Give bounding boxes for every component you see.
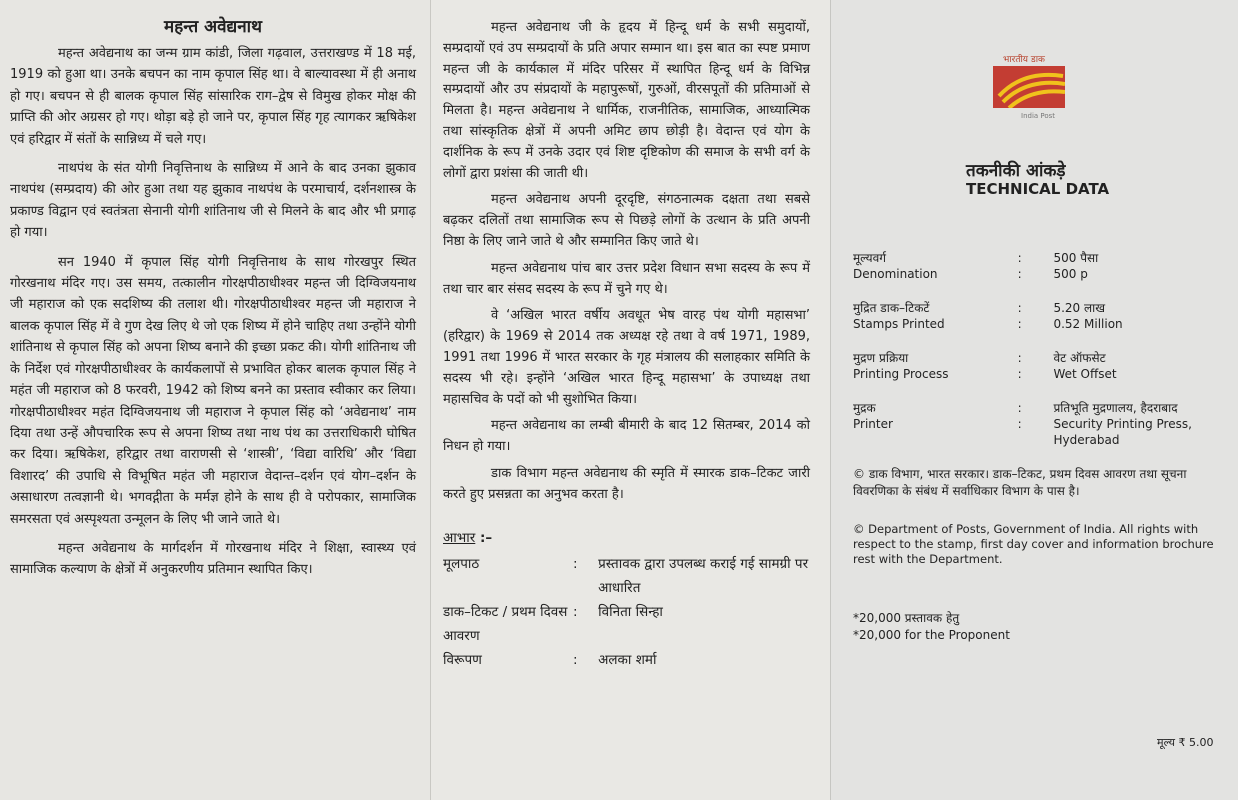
technical-data-heading-english: TECHNICAL DATA [966, 180, 1110, 198]
acknowledgement-row [443, 552, 810, 600]
ack-value: अलका शर्मा [598, 651, 657, 668]
spec-denomination [853, 250, 1223, 282]
paragraph: वे ‘अखिल भारत वर्षीय अवधूत भेष वारह पंथ योगी महासभा’ (हरिद्वार) के 1969 से 2014 तक अध्यक्ष रहे तथा वे वर्ष 1971, 1989, 1991 तथा 1996 में भारत सरकार के गृह मंत्रालय की सलाहकार समिति के सदस्य भी रहे। इन्होंने ‘अखिल भारत हिन्दू महासभा’ के उपाध्यक्ष तथा महासचिव के पदों को भी सुशोभित किया। [443, 308, 810, 407]
spec-printer [853, 400, 1223, 448]
spec-label-english: Denomination [853, 267, 938, 281]
ack-label: विरूपण [443, 651, 482, 668]
technical-data-heading-hindi: तकनीकी आंकड़े [966, 161, 1066, 181]
copyright-english: © Department of Posts, Government of India. All rights with respect to the stamp, first day cover and information brochure rest with the Department. [853, 522, 1214, 566]
paragraph: महन्त अवेद्यनाथ के मार्गदर्शन में गोरखनाथ मंदिर ने शिक्षा, स्वास्थ्य एवं सामाजिक कल्याण के क्षेत्रों में अनुकरणीय प्रतिमान स्थापित किए। [10, 540, 416, 578]
acknowledgement-row [443, 648, 810, 672]
spec-label-hindi: मुद्रक [853, 401, 876, 415]
footnote-english: *20,000 for the Proponent [853, 628, 1010, 642]
spec-printing-process [853, 350, 1223, 382]
price-label: मूल्य ₹ 5.00 [1157, 736, 1214, 749]
spec-value-hindi: 5.20 लाख [1053, 301, 1106, 315]
spec-colon: : [1017, 351, 1022, 365]
footnote-hindi: *20,000 प्रस्तावक हेतु [853, 611, 960, 625]
paragraph: नाथपंथ के संत योगी निवृत्तिनाथ के सान्निध्य में आने के बाद उनका झुकाव नाथपंथ (सम्प्रदाय) की ओर हुआ तथा यह झुकाव नाथपंथ के परमाचार्य, दर्शनशास्त्र के प्रकाण्ड विद्वान एवं स्वतंत्रता सेनानी योगी शांतिनाथ जी से मिलने के बाद और भी प्रगाढ़ हो गया। [10, 161, 416, 241]
logo-hindi-text: भारतीय डाक [1003, 55, 1045, 65]
ack-label: मूलपाठ [443, 555, 480, 572]
india-post-logo-icon [993, 66, 1065, 108]
ack-colon: : [573, 555, 578, 572]
ack-value: प्रस्तावक द्वारा उपलब्ध कराई गई सामग्री पर आधारित [598, 555, 809, 596]
paragraph: महन्त अवेद्यनाथ का लम्बी बीमारी के बाद 12 सितम्बर, 2014 को निधन हो गया। [443, 418, 810, 455]
acknowledgement-heading-suffix: :– [475, 529, 493, 546]
logo-mark-icon [993, 66, 1065, 108]
paragraph: महन्त अवेद्यनाथ पांच बार उत्तर प्रदेश विधान सभा सदस्य के रूप में तथा चार बार संसद सदस्य के रूप में चुने गए थे। [443, 260, 810, 297]
spec-value-english: Security Printing Press, Hyderabad [1053, 417, 1192, 447]
paragraph: महन्त अवेद्यनाथ का जन्म ग्राम कांडी, जिला गढ़वाल, उत्तराखण्ड में 18 मई, 1919 को हुआ था। उनके बचपन का नाम कृपाल सिंह था। वे बाल्यावस्था में ही अनाथ हो गए। बचपन से ही बालक कृपाल सिंह सांसारिक राग–द्वेष से विमुख होकर मोक्ष की प्राप्ति की ओर अग्रसर हो गए। थोड़ा बड़े हो जाने पर, कृपाल सिंह गृह त्यागकर ऋषिकेश एवं हरिद्वार में संतों के सान्निध्य में चले गए। [10, 46, 416, 147]
spec-value-hindi: प्रतिभूति मुद्रणालय, हैदराबाद [1053, 401, 1178, 415]
ack-value: विनिता सिन्हा [598, 603, 663, 620]
acknowledgement-heading-text: आभार [443, 529, 476, 546]
spec-colon: : [1017, 367, 1022, 381]
ack-colon: : [573, 603, 578, 620]
paragraph: डाक विभाग महन्त अवेद्यनाथ की स्मृति में स्मारक डाक–टिकट जारी करते हुए प्रसन्नता का अनुभव करता है। [443, 465, 810, 502]
spec-colon: : [1017, 301, 1022, 315]
spec-label-english: Stamps Printed [853, 317, 945, 331]
spec-stamps-printed [853, 300, 1223, 332]
acknowledgement-section [443, 528, 810, 672]
acknowledgement-heading [443, 528, 810, 546]
spec-colon: : [1017, 417, 1022, 431]
spec-colon: : [1017, 251, 1022, 265]
spec-label-hindi: मुद्रित डाक–टिकटें [853, 301, 930, 315]
paragraph: सन 1940 में कृपाल सिंह योगी निवृत्तिनाथ के साथ गोरखपुर स्थित गोरखनाथ मंदिर गए। उस समय, तत्कालीन गोरक्षपीठाधीश्वर महन्त जी दिग्विजयनाथ जी महाराज को एक सदशिष्य की तलाश थी। गोरक्षपीठाधीश्वर महन्त जी महाराज ने बालक कृपाल सिंह में वे गुण देख लिए थे जो एक शिष्य में होने चाहिए तथा उन्होंने योगी शांतिनाथ से कृपाल सिंह को अपना शिष्य बनाने की इच्छा प्रकट की। योगी शांतिनाथ जी के निर्देश एवं गोरक्षपीठाधीश्वर के कार्यकलापों से प्रभावित होकर बालक कृपाल सिंह ने महंत जी महाराज को 8 फरवरी, 1942 को शिष्य बनने का प्रस्ताव स्वीकार कर लिया। गोरक्षपीठाधीश्वर महंत दिग्विजयनाथ जी महाराज ने कृपाल सिंह को ‘अवेद्यनाथ’ नाम दिया तथा उन्हें औपचारिक रूप से अपना शिष्य तथा नाथ पंथ का उत्तराधिकारी घोषित कर दिया। ऋषिकेश, हरिद्वार तथा वाराणसी से ‘शास्त्री’, ‘विद्या वारिधि’ और ‘विद्या विशारद’ की उपाधि से विभूषित महंत जी महाराज वेदान्त–दर्शन एवं योग–दर्शन के असाधारण तत्वज्ञानी थे। भगवद्गीता के मर्मज्ञ होने के साथ ही वे परोपकार, सामाजिक समरसता एवं अस्पृश्यता उन्मूलन के लिए भी जाने जाते थे। [10, 254, 416, 527]
panel-left [0, 0, 430, 800]
spec-colon: : [1017, 401, 1022, 415]
spec-value-english: Wet Offset [1053, 367, 1117, 381]
paragraph: महन्त अवेद्यनाथ अपनी दूरदृष्टि, संगठनात्मक दक्षता तथा सबसे बढ़कर दलितों तथा सामाजिक रूप से पिछड़े लोगों के उत्थान के प्रति अपनी निष्ठा के लिए जाने जाते थे और सम्मानित किए जाते थे। [443, 192, 810, 249]
ack-colon: : [573, 651, 578, 668]
spec-value-english: 500 p [1053, 267, 1088, 281]
spec-label-english: Printer [853, 417, 893, 431]
ack-label: डाक–टिकट / प्रथम दिवस आवरण [443, 603, 568, 644]
logo-subtext: India Post [1021, 112, 1056, 120]
paragraph: महन्त अवेद्यनाथ जी के हृदय में हिन्दू धर्म के सभी समुदायों, सम्प्रदायों एवं उप सम्प्रदायों के प्रति अपार सम्मान था। इस बात का स्पष्ट प्रमाण महन्त जी के कार्यकाल में मंदिर परिसर में स्थापित हिन्दू धर्म के विभिन्न सम्प्रदायों और उप संप्रदायों के महापुरूषों, गुरुओं, वीरसपूतों की प्रतिमाओं से मिलता है। महन्त अवेद्यनाथ ने धार्मिक, राजनीतिक, सामाजिक, आध्यात्मिक तथा सांस्कृतिक क्षेत्रों में अपनी अमिट छाप छोड़ी है। वेदान्त एवं योग के दार्शनिक के रूप में उनके उदार एवं शिष्ट दृष्टिकोण की समाज के सभी वर्ग के लोगों द्वारा प्रशंसा की जाती थी। [443, 20, 810, 181]
brochure-title: महन्त अवेद्यनाथ [164, 17, 262, 37]
spec-label-hindi: मुद्रण प्रक्रिया [853, 351, 909, 365]
panel-right [830, 0, 1238, 800]
spec-value-hindi: वेट ऑफसेट [1053, 351, 1106, 365]
acknowledgement-row [443, 600, 810, 648]
spec-colon: : [1017, 267, 1022, 281]
spec-label-hindi: मूल्यवर्ग [853, 251, 887, 265]
copyright-hindi: © डाक विभाग, भारत सरकार। डाक–टिकट, प्रथम दिवस आवरण तथा सूचना विवरणिका के संबंध में सर्वाधिकार विभाग के पास है। [853, 467, 1187, 498]
panel-middle [430, 0, 830, 800]
spec-label-english: Printing Process [853, 367, 949, 381]
spec-colon: : [1017, 317, 1022, 331]
spec-value-hindi: 500 पैसा [1053, 251, 1099, 265]
spec-value-english: 0.52 Million [1053, 317, 1123, 331]
